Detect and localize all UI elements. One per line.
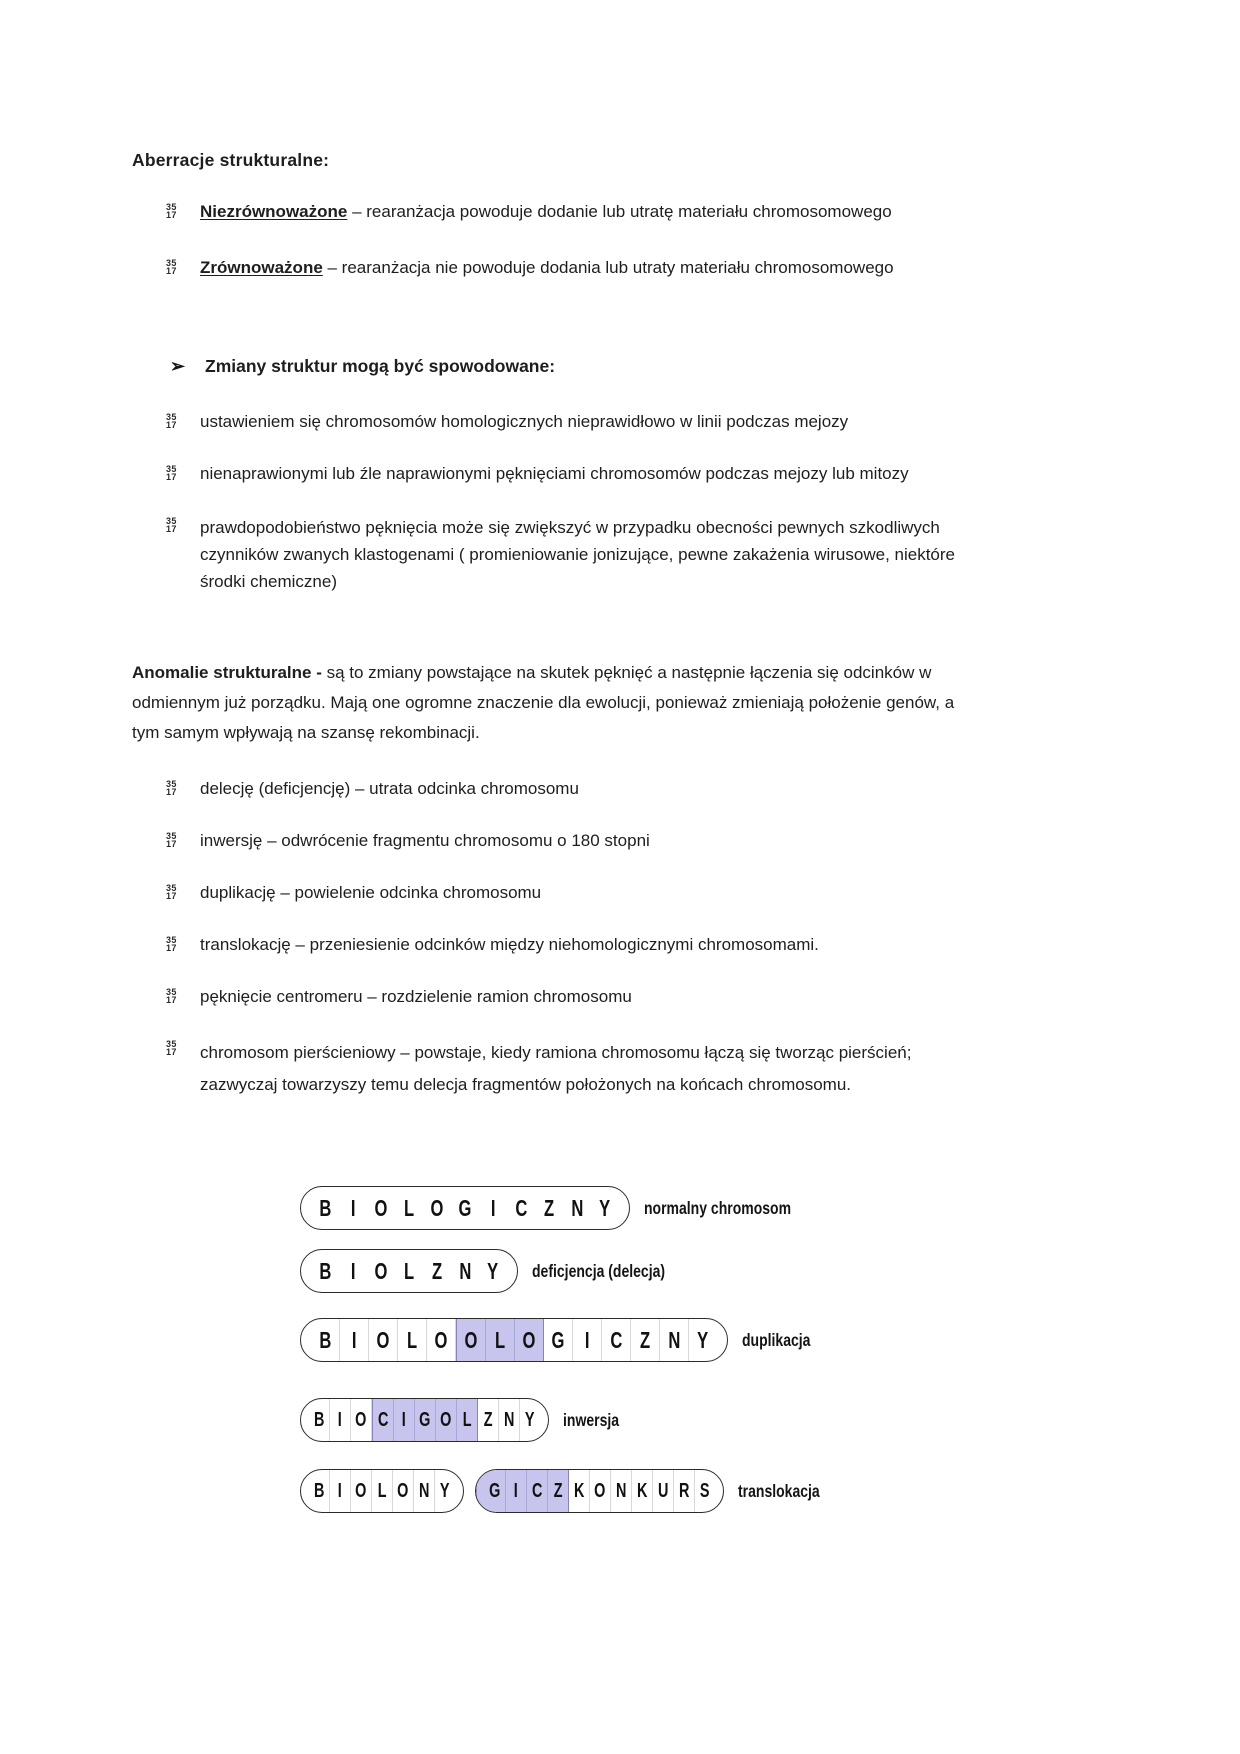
gene-letter-cell: Z bbox=[631, 1319, 660, 1361]
list-item bbox=[132, 410, 848, 433]
gene-letter-cell: I bbox=[330, 1470, 351, 1512]
list-item bbox=[132, 256, 894, 279]
list-item bbox=[132, 462, 909, 485]
gene-letter-cell: Z bbox=[548, 1470, 569, 1512]
fallback-bullet-icon: 35 17 bbox=[166, 464, 177, 482]
list-item bbox=[132, 1037, 945, 1101]
fallback-bullet-icon: 35 17 bbox=[166, 987, 177, 1005]
gene-letter-cell: O bbox=[436, 1399, 457, 1441]
gene-letter-cell: B bbox=[319, 1194, 331, 1221]
fallback-bullet-icon: 35 17 bbox=[166, 1039, 177, 1057]
gene-letter-cell: I bbox=[573, 1319, 602, 1361]
gene-letter-cell: G bbox=[458, 1194, 472, 1221]
list-item-text: nienaprawionymi lub źle naprawionymi pęknięciami chromosomów podczas mejozy lub mitozy bbox=[200, 464, 909, 483]
arrow-bullet-icon: ➢ bbox=[170, 356, 186, 376]
gene-letter-cell: B bbox=[319, 1257, 331, 1284]
diagram-row-label: translokacja bbox=[738, 1480, 820, 1501]
gene-letter-cell: G bbox=[544, 1319, 573, 1361]
diagram-row-label: inwersja bbox=[563, 1409, 620, 1430]
gene-letter-cell: C bbox=[372, 1399, 394, 1441]
chromosome-capsule bbox=[300, 1398, 549, 1442]
list-item-text: duplikację – powielenie odcinka chromosomu bbox=[200, 883, 542, 902]
list-item-text: Niezrównoważone – rearanżacja powoduje dodanie lub utratę materiału chromosomowego bbox=[200, 202, 892, 221]
gene-letter-cell: L bbox=[486, 1319, 515, 1361]
gene-letter-cell: K bbox=[632, 1470, 653, 1512]
diagram-row-normal-chromosome bbox=[300, 1186, 840, 1230]
gene-letter-cell: O bbox=[515, 1319, 544, 1361]
gene-letter-cell: I bbox=[340, 1319, 369, 1361]
gene-letter-cell: O bbox=[430, 1194, 444, 1221]
gene-letter-cell: O bbox=[369, 1319, 398, 1361]
anomalie-paragraph bbox=[132, 658, 984, 748]
diagram-row-inversion bbox=[300, 1398, 840, 1442]
chromosome-capsule bbox=[300, 1249, 518, 1293]
gene-letter-cell: Z bbox=[543, 1194, 555, 1221]
fallback-bullet-icon: 35 17 bbox=[166, 258, 177, 276]
list-item bbox=[132, 829, 650, 852]
list-item bbox=[132, 514, 980, 595]
gene-letter-cell: L bbox=[403, 1194, 415, 1221]
gene-letter-cell: Z bbox=[431, 1257, 443, 1284]
fallback-bullet-icon: 35 17 bbox=[166, 412, 177, 430]
gene-letter-cell: L bbox=[457, 1399, 478, 1441]
fallback-bullet-icon: 35 17 bbox=[166, 516, 177, 534]
gene-letter-cell: Y bbox=[525, 1408, 535, 1431]
gene-letter-cell: Y bbox=[487, 1257, 499, 1284]
list-item bbox=[132, 881, 541, 904]
gene-letter-cell: L bbox=[398, 1319, 427, 1361]
defined-term: Niezrównoważone bbox=[200, 202, 348, 221]
diagram-row-label: normalny chromosom bbox=[644, 1197, 792, 1218]
gene-letter-cell: Z bbox=[478, 1399, 499, 1441]
gene-letter-cell: N bbox=[499, 1399, 520, 1441]
gene-letter-cell: B bbox=[301, 1470, 330, 1512]
diagram-row-duplication bbox=[300, 1318, 840, 1362]
diagram-row-label: duplikacja bbox=[742, 1329, 811, 1350]
gene-letter-cell: I bbox=[350, 1194, 356, 1221]
gene-letter-cell: C bbox=[515, 1194, 527, 1221]
gene-letter-cell: B bbox=[301, 1399, 330, 1441]
list-item-text: translokację – przeniesienie odcinków między niehomologicznymi chromosomami. bbox=[200, 935, 819, 954]
list-item-text: inwersję – odwrócenie fragmentu chromosomu o 180 stopni bbox=[200, 831, 650, 850]
paragraph-lead: Anomalie strukturalne - bbox=[132, 663, 322, 682]
sub-heading-text: Zmiany struktur mogą być spowodowane: bbox=[205, 356, 556, 376]
diagram-row-label: deficjencja (delecja) bbox=[532, 1260, 666, 1281]
gene-letter-cell: O bbox=[374, 1257, 388, 1284]
list-item-text: prawdopodobieństwo pęknięcia może się zwiększyć w przypadku obecności pewnych szkodliwych czynników zwanych klastogenami ( promieniowanie jonizujące, pewne zakażenia wirusowe, niektóre środki chemiczne) bbox=[200, 518, 955, 591]
gene-letter-cell: N bbox=[660, 1319, 689, 1361]
list-item bbox=[132, 200, 892, 223]
chromosome-diagram bbox=[300, 1186, 840, 1513]
list-item bbox=[132, 777, 579, 800]
gene-letter-cell: O bbox=[393, 1470, 414, 1512]
gene-letter-cell: O bbox=[351, 1470, 372, 1512]
gene-letter-cell: K bbox=[569, 1470, 590, 1512]
gene-letter-cell: I bbox=[490, 1194, 496, 1221]
gene-letter-cell: O bbox=[374, 1194, 388, 1221]
gene-letter-cell: B bbox=[301, 1319, 340, 1361]
gene-letter-cell: L bbox=[372, 1470, 393, 1512]
chromosome-capsule bbox=[300, 1318, 728, 1362]
gene-letter-cell: C bbox=[602, 1319, 631, 1361]
defined-term: Zrównoważone bbox=[200, 258, 323, 277]
list-item bbox=[132, 933, 819, 956]
list-item-text: ustawieniem się chromosomów homologicznych nieprawidłowo w linii podczas mejozy bbox=[200, 412, 849, 431]
list-item-text: pęknięcie centromeru – rozdzielenie ramion chromosomu bbox=[200, 987, 632, 1006]
gene-letter-cell: C bbox=[527, 1470, 548, 1512]
gene-letter-cell: L bbox=[403, 1257, 415, 1284]
list-item-text: chromosom pierścieniowy – powstaje, kiedy ramiona chromosomu łączą się tworząc pierścień; zazwyczaj towarzyszy temu delecja fragmentów położonych na końcach chromosomu. bbox=[200, 1043, 912, 1094]
diagram-row-deletion bbox=[300, 1249, 840, 1293]
gene-letter-cell: Y bbox=[440, 1479, 450, 1502]
gene-letter-cell: S bbox=[700, 1479, 710, 1502]
gene-letter-cell: O bbox=[427, 1319, 456, 1361]
fallback-bullet-icon: 35 17 bbox=[166, 883, 177, 901]
list-item-text: Zrównoważone – rearanżacja nie powoduje dodania lub utraty materiału chromosomowego bbox=[200, 258, 894, 277]
page-title: Aberracje strukturalne: bbox=[132, 150, 330, 170]
chromosome-capsule bbox=[475, 1469, 724, 1513]
gene-letter-cell: O bbox=[351, 1399, 372, 1441]
diagram-row-translocation bbox=[300, 1469, 840, 1513]
gene-letter-cell: I bbox=[506, 1470, 527, 1512]
gene-letter-cell: Y bbox=[599, 1194, 611, 1221]
gene-letter-cell: O bbox=[590, 1470, 611, 1512]
chromosome-capsule bbox=[300, 1186, 630, 1230]
gene-letter-cell: I bbox=[330, 1399, 351, 1441]
gene-letter-cell: N bbox=[459, 1257, 471, 1284]
gene-letter-cell: R bbox=[674, 1470, 695, 1512]
list-item bbox=[132, 985, 632, 1008]
gene-letter-cell: I bbox=[350, 1257, 356, 1284]
fallback-bullet-icon: 35 17 bbox=[166, 779, 177, 797]
list-item-text: delecję (deficjencję) – utrata odcinka chromosomu bbox=[200, 779, 579, 798]
gene-letter-cell: G bbox=[476, 1470, 506, 1512]
gene-letter-cell: G bbox=[415, 1399, 436, 1441]
gene-letter-cell: N bbox=[571, 1194, 583, 1221]
gene-letter-cell: O bbox=[456, 1319, 486, 1361]
gene-letter-cell: U bbox=[653, 1470, 674, 1512]
gene-letter-cell: N bbox=[414, 1470, 435, 1512]
gene-letter-cell: Y bbox=[697, 1326, 709, 1353]
paragraph-body: są to zmiany powstające na skutek pęknięć a następnie łączenia się odcinków w odmiennym już porządku. Mają one ogromne znaczenie dla ewolucji, ponieważ zmieniają położenie genów, a tym samym wpływają na szansę rekombinacji. bbox=[132, 663, 955, 742]
gene-letter-cell: N bbox=[611, 1470, 632, 1512]
fallback-bullet-icon: 35 17 bbox=[166, 831, 177, 849]
sub-heading bbox=[132, 356, 555, 377]
gene-letter-cell: I bbox=[394, 1399, 415, 1441]
fallback-bullet-icon: 35 17 bbox=[166, 935, 177, 953]
fallback-bullet-icon: 35 17 bbox=[166, 202, 177, 220]
chromosome-capsule bbox=[300, 1469, 464, 1513]
